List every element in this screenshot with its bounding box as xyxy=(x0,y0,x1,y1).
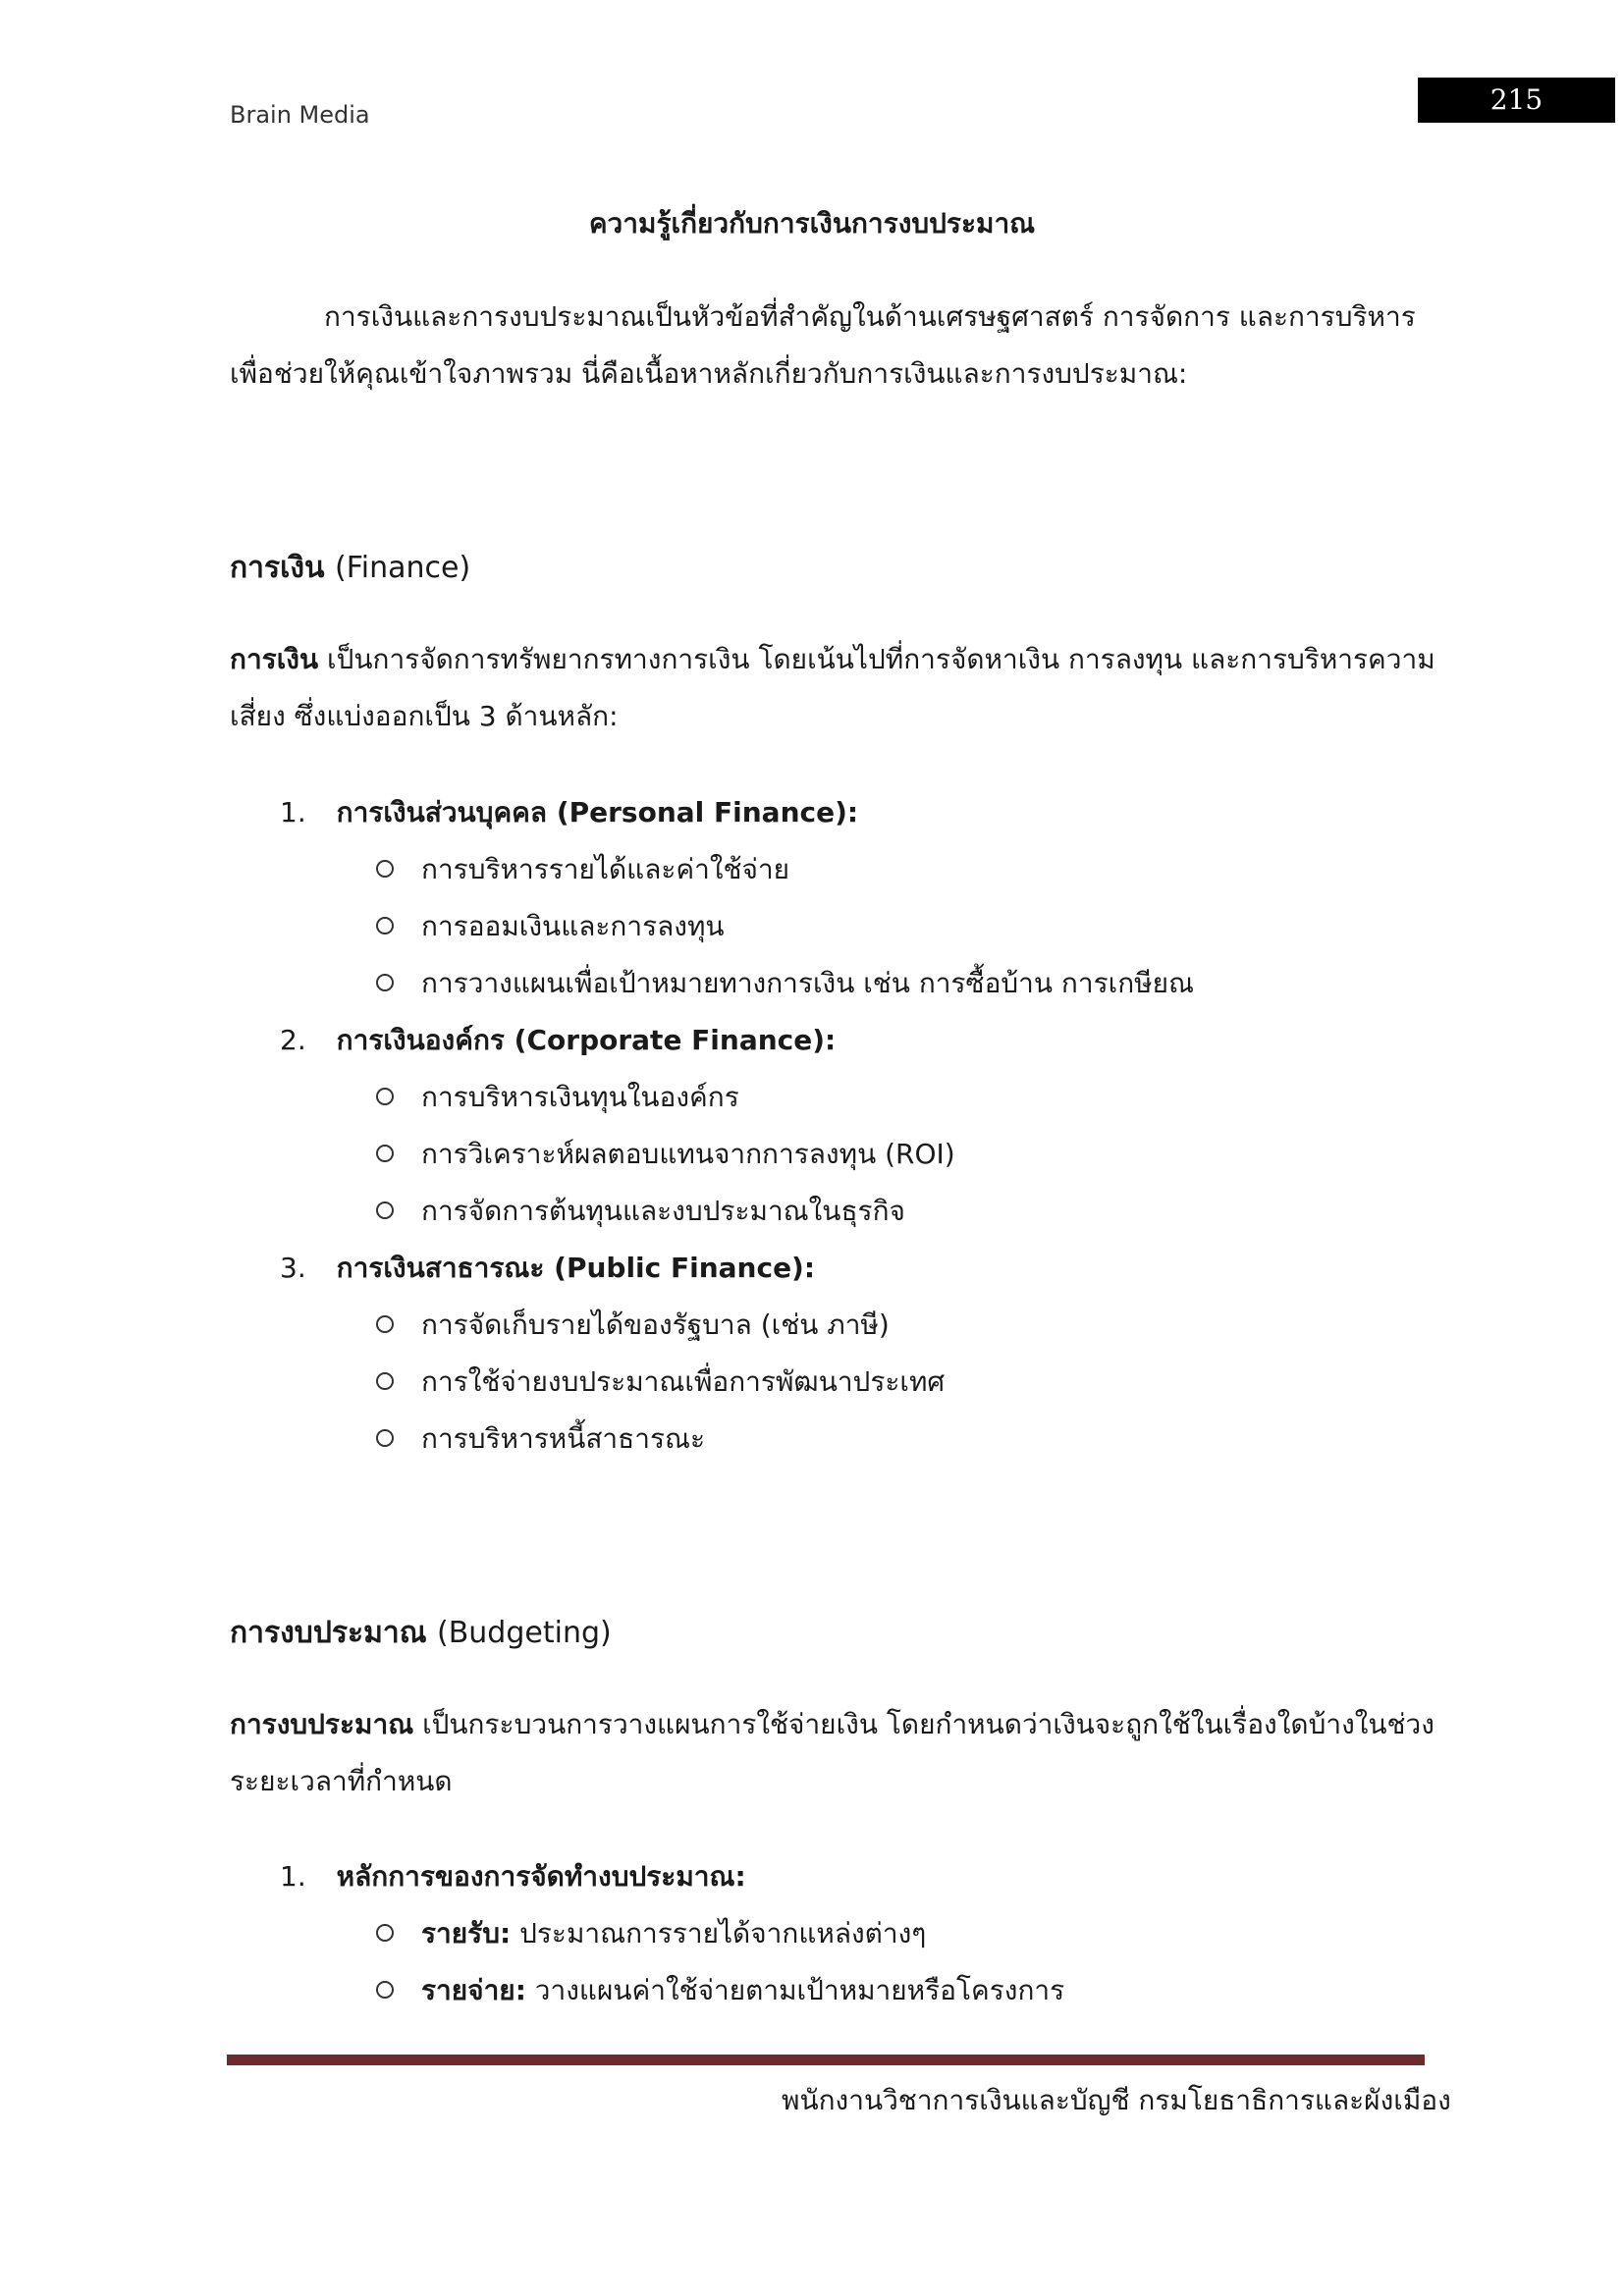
circle-bullet-icon xyxy=(376,1315,394,1333)
bullet-term: รายรับ: xyxy=(421,1917,512,1949)
circle-bullet-icon xyxy=(376,917,394,934)
finance-def-term: การเงิน xyxy=(230,643,319,675)
list-item: รายจ่าย: วางแผนค่าใช้จ่ายตามเป้าหมายหรือโครงการ xyxy=(376,1969,1064,2012)
finance-item-1-label: การเงินส่วนบุคคล (Personal Finance): xyxy=(336,796,859,828)
budgeting-item-1 xyxy=(280,1855,746,1898)
list-item: การบริหารหนี้สาธารณะ xyxy=(376,1417,705,1461)
circle-bullet-icon xyxy=(376,974,394,991)
budgeting-heading-en: (Budgeting) xyxy=(437,1616,612,1650)
finance-heading-th: การเงิน xyxy=(230,551,325,585)
circle-bullet-icon xyxy=(376,1201,394,1219)
finance-definition-line-2: เสี่ยง ซึ่งแบ่งออกเป็น 3 ด้านหลัก: xyxy=(230,700,619,732)
finance-heading-en: (Finance) xyxy=(335,551,471,585)
circle-bullet-icon xyxy=(376,1981,394,1999)
finance-definition-line-1 xyxy=(230,631,1435,688)
list-item: การบริหารเงินทุนในองค์กร xyxy=(376,1076,739,1119)
circle-bullet-icon xyxy=(376,860,394,878)
list-number: 3. xyxy=(280,1252,306,1284)
finance-item-2-label: การเงินองค์กร (Corporate Finance): xyxy=(336,1024,837,1056)
page-number: 215 xyxy=(1418,78,1615,123)
finance-item-3 xyxy=(280,1247,815,1290)
budgeting-definition-line-2: ระยะเวลาที่กำหนด xyxy=(230,1765,453,1797)
budgeting-def-text: เป็นกระบวนการวางแผนการใช้จ่ายเงิน โดยกำหนดว่าเงินจะถูกใช้ในเรื่องใดบ้างในช่วง xyxy=(413,1708,1435,1740)
list-item: การจัดการต้นทุนและงบประมาณในธุรกิจ xyxy=(376,1190,905,1233)
finance-heading xyxy=(230,545,470,591)
list-item: การวิเคราะห์ผลตอบแทนจากการลงทุน (ROI) xyxy=(376,1133,955,1176)
page-title: ความรู้เกี่ยวกับการเงินการงบประมาณ xyxy=(588,207,1036,240)
budgeting-heading xyxy=(230,1610,612,1656)
list-item: การวางแผนเพื่อเป้าหมายทางการเงิน เช่น การซื้อบ้าน การเกษียณ xyxy=(376,962,1194,1005)
list-item: การจัดเก็บรายได้ของรัฐบาล (เช่น ภาษี) xyxy=(376,1304,890,1347)
list-number: 1. xyxy=(280,1860,306,1893)
footer-divider xyxy=(227,2055,1425,2065)
intro-line-1: การเงินและการงบประมาณเป็นหัวข้อที่สำคัญในด้านเศรษฐศาสตร์ การจัดการ และการบริหาร xyxy=(324,300,1416,333)
list-number: 2. xyxy=(280,1024,306,1056)
circle-bullet-icon xyxy=(376,1924,394,1942)
finance-def-text: เป็นการจัดการทรัพยากรทางการเงิน โดยเน้นไปที่การจัดหาเงิน การลงทุน และการบริหารความ xyxy=(318,643,1435,675)
budgeting-heading-th: การงบประมาณ xyxy=(230,1616,427,1650)
budgeting-item-1-label: หลักการของการจัดทำงบประมาณ: xyxy=(336,1860,746,1893)
footer-text: พนักงานวิชาการเงินและบัญชี กรมโยธาธิการและผังเมือง xyxy=(782,2084,1451,2116)
circle-bullet-icon xyxy=(376,1145,394,1162)
circle-bullet-icon xyxy=(376,1088,394,1105)
budgeting-def-term: การงบประมาณ xyxy=(230,1708,414,1740)
publisher-name: Brain Media xyxy=(230,101,370,129)
circle-bullet-icon xyxy=(376,1372,394,1390)
intro-line-2: เพื่อช่วยให้คุณเข้าใจภาพรวม นี่คือเนื้อหาหลักเกี่ยวกับการเงินและการงบประมาณ: xyxy=(230,357,1188,390)
budgeting-definition-line-1 xyxy=(230,1696,1435,1753)
finance-item-3-label: การเงินสาธารณะ (Public Finance): xyxy=(336,1252,816,1284)
list-item: รายรับ: ประมาณการรายได้จากแหล่งต่างๆ xyxy=(376,1912,926,1955)
list-item: การบริหารรายได้และค่าใช้จ่าย xyxy=(376,848,789,891)
finance-item-2 xyxy=(280,1019,836,1062)
list-number: 1. xyxy=(280,796,306,828)
circle-bullet-icon xyxy=(376,1429,394,1447)
list-item: การออมเงินและการลงทุน xyxy=(376,905,725,948)
list-item: การใช้จ่ายงบประมาณเพื่อการพัฒนาประเทศ xyxy=(376,1361,945,1404)
finance-item-1 xyxy=(280,791,858,834)
bullet-term: รายจ่าย: xyxy=(421,1974,526,2006)
